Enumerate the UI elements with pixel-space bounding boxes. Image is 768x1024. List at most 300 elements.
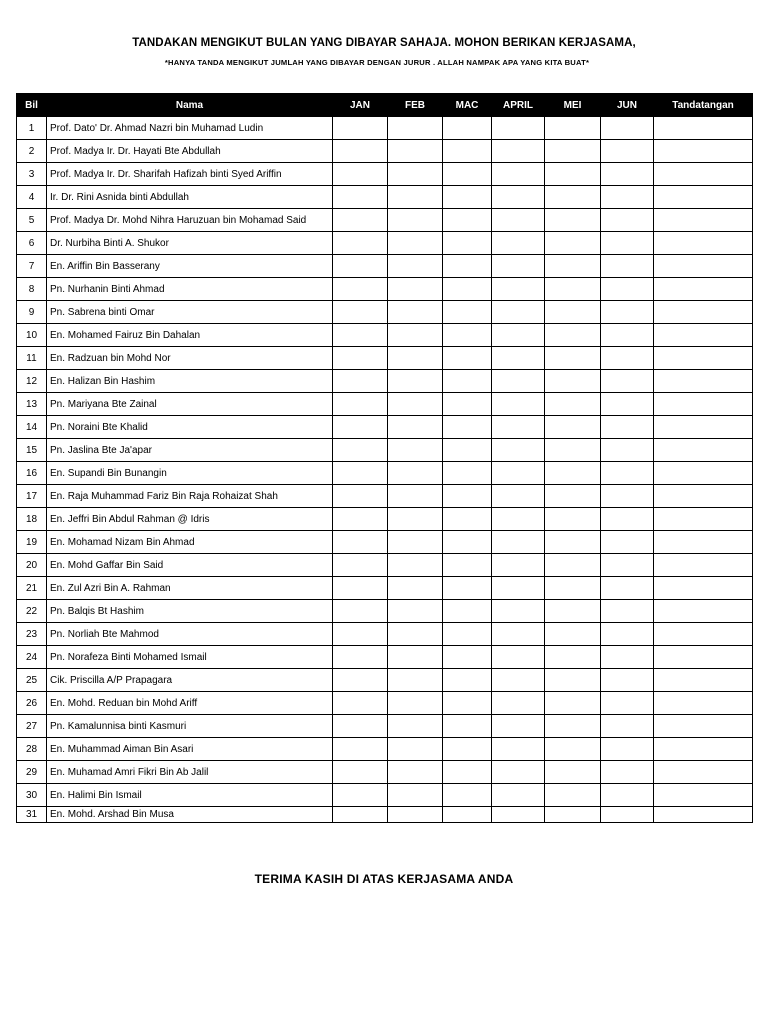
cell-jun[interactable] [601,416,654,439]
cell-mac[interactable] [443,738,492,761]
cell-april[interactable] [492,692,545,715]
cell-feb[interactable] [388,738,443,761]
row-number: 9 [17,301,47,324]
cell-tandatangan[interactable] [654,531,753,554]
cell-jan[interactable] [333,416,388,439]
cell-april[interactable] [492,439,545,462]
table-row [17,646,753,669]
cell-tandatangan[interactable] [654,416,753,439]
cell-jan[interactable] [333,255,388,278]
cell-mac[interactable] [443,600,492,623]
cell-april[interactable] [492,186,545,209]
cell-mac[interactable] [443,416,492,439]
table-row [17,485,753,508]
row-name: En. Jeffri Bin Abdul Rahman @ Idris [47,508,333,531]
row-number: 30 [17,784,47,807]
cell-april[interactable] [492,508,545,531]
column-header-mei: MEI [545,94,601,117]
cell-mei[interactable] [545,738,601,761]
cell-jun[interactable] [601,738,654,761]
cell-jan[interactable] [333,554,388,577]
cell-feb[interactable] [388,807,443,823]
cell-mac[interactable] [443,117,492,140]
cell-feb[interactable] [388,462,443,485]
row-number: 2 [17,140,47,163]
cell-april[interactable] [492,370,545,393]
table-row [17,324,753,347]
cell-april[interactable] [492,324,545,347]
row-number: 19 [17,531,47,554]
cell-jun[interactable] [601,462,654,485]
cell-mei[interactable] [545,784,601,807]
row-name: Pn. Norafeza Binti Mohamed Ismail [47,646,333,669]
table-row [17,393,753,416]
cell-jan[interactable] [333,232,388,255]
column-header-april: APRIL [492,94,545,117]
cell-tandatangan[interactable] [654,715,753,738]
cell-jun[interactable] [601,393,654,416]
cell-jun[interactable] [601,508,654,531]
cell-april[interactable] [492,140,545,163]
cell-feb[interactable] [388,761,443,784]
row-name: En. Radzuan bin Mohd Nor [47,347,333,370]
cell-feb[interactable] [388,393,443,416]
cell-tandatangan[interactable] [654,600,753,623]
cell-mei[interactable] [545,531,601,554]
cell-jun[interactable] [601,278,654,301]
row-number: 20 [17,554,47,577]
cell-feb[interactable] [388,370,443,393]
cell-jan[interactable] [333,692,388,715]
table-row [17,669,753,692]
row-number: 23 [17,623,47,646]
cell-april[interactable] [492,715,545,738]
cell-april[interactable] [492,531,545,554]
cell-feb[interactable] [388,531,443,554]
cell-jun[interactable] [601,347,654,370]
cell-april[interactable] [492,117,545,140]
cell-tandatangan[interactable] [654,807,753,823]
cell-april[interactable] [492,347,545,370]
cell-mei[interactable] [545,577,601,600]
cell-april[interactable] [492,301,545,324]
cell-jan[interactable] [333,508,388,531]
cell-mac[interactable] [443,324,492,347]
row-name: En. Muhammad Aiman Bin Asari [47,738,333,761]
cell-mac[interactable] [443,508,492,531]
cell-feb[interactable] [388,600,443,623]
row-number: 7 [17,255,47,278]
cell-mei[interactable] [545,255,601,278]
row-name: En. Halimi Bin Ismail [47,784,333,807]
row-name: Pn. Mariyana Bte Zainal [47,393,333,416]
cell-mac[interactable] [443,163,492,186]
cell-mei[interactable] [545,347,601,370]
row-number: 14 [17,416,47,439]
cell-tandatangan[interactable] [654,554,753,577]
cell-jun[interactable] [601,163,654,186]
cell-mei[interactable] [545,807,601,823]
cell-april[interactable] [492,485,545,508]
table-row [17,715,753,738]
cell-jan[interactable] [333,324,388,347]
cell-mac[interactable] [443,784,492,807]
cell-jan[interactable] [333,117,388,140]
footer-message: TERIMA KASIH DI ATAS KERJASAMA ANDA [254,872,514,886]
cell-feb[interactable] [388,324,443,347]
table-row [17,370,753,393]
row-name: Ir. Dr. Rini Asnida binti Abdullah [47,186,333,209]
cell-tandatangan[interactable] [654,439,753,462]
cell-mei[interactable] [545,232,601,255]
cell-mei[interactable] [545,140,601,163]
cell-mac[interactable] [443,715,492,738]
cell-april[interactable] [492,669,545,692]
cell-jan[interactable] [333,462,388,485]
cell-mei[interactable] [545,301,601,324]
cell-jun[interactable] [601,140,654,163]
cell-feb[interactable] [388,692,443,715]
row-name: Cik. Priscilla A/P Prapagara [47,669,333,692]
row-number: 25 [17,669,47,692]
cell-jan[interactable] [333,186,388,209]
cell-mac[interactable] [443,531,492,554]
column-header-jan: JAN [333,94,388,117]
cell-tandatangan[interactable] [654,393,753,416]
cell-mei[interactable] [545,278,601,301]
cell-april[interactable] [492,232,545,255]
cell-jun[interactable] [601,577,654,600]
cell-mac[interactable] [443,439,492,462]
cell-jan[interactable] [333,577,388,600]
cell-tandatangan[interactable] [654,232,753,255]
row-number: 17 [17,485,47,508]
cell-mei[interactable] [545,462,601,485]
cell-tandatangan[interactable] [654,117,753,140]
cell-jan[interactable] [333,301,388,324]
cell-april[interactable] [492,163,545,186]
row-name: En. Mohd Gaffar Bin Said [47,554,333,577]
cell-mac[interactable] [443,554,492,577]
cell-tandatangan[interactable] [654,140,753,163]
row-number: 26 [17,692,47,715]
cell-feb[interactable] [388,646,443,669]
cell-mac[interactable] [443,462,492,485]
cell-jun[interactable] [601,209,654,232]
cell-jun[interactable] [601,623,654,646]
cell-jan[interactable] [333,715,388,738]
row-name: En. Supandi Bin Bunangin [47,462,333,485]
table-row [17,140,753,163]
cell-jun[interactable] [601,554,654,577]
cell-feb[interactable] [388,715,443,738]
cell-jun[interactable] [601,301,654,324]
row-number: 29 [17,761,47,784]
cell-jun[interactable] [601,807,654,823]
cell-feb[interactable] [388,301,443,324]
cell-jan[interactable] [333,623,388,646]
cell-feb[interactable] [388,278,443,301]
cell-jun[interactable] [601,761,654,784]
row-number: 31 [17,807,47,823]
row-name: Pn. Nurhanin Binti Ahmad [47,278,333,301]
cell-feb[interactable] [388,140,443,163]
cell-tandatangan[interactable] [654,738,753,761]
cell-feb[interactable] [388,163,443,186]
cell-april[interactable] [492,393,545,416]
cell-mei[interactable] [545,600,601,623]
table-row [17,784,753,807]
cell-mac[interactable] [443,232,492,255]
cell-april[interactable] [492,807,545,823]
cell-feb[interactable] [388,669,443,692]
cell-mei[interactable] [545,485,601,508]
cell-jan[interactable] [333,669,388,692]
row-name: En. Muhamad Amri Fikri Bin Ab Jalil [47,761,333,784]
cell-mei[interactable] [545,761,601,784]
table-row [17,232,753,255]
cell-mac[interactable] [443,807,492,823]
cell-feb[interactable] [388,784,443,807]
cell-april[interactable] [492,738,545,761]
table-row [17,278,753,301]
cell-mei[interactable] [545,209,601,232]
cell-feb[interactable] [388,508,443,531]
cell-feb[interactable] [388,117,443,140]
row-name: Dr. Nurbiha Binti A. Shukor [47,232,333,255]
cell-april[interactable] [492,416,545,439]
cell-april[interactable] [492,554,545,577]
cell-april[interactable] [492,623,545,646]
cell-tandatangan[interactable] [654,255,753,278]
cell-mei[interactable] [545,324,601,347]
cell-mac[interactable] [443,646,492,669]
cell-mac[interactable] [443,186,492,209]
cell-jun[interactable] [601,600,654,623]
payment-table [16,93,753,823]
cell-jun[interactable] [601,692,654,715]
cell-mac[interactable] [443,347,492,370]
cell-mac[interactable] [443,669,492,692]
table-row [17,186,753,209]
cell-jan[interactable] [333,738,388,761]
table-row [17,623,753,646]
table-row [17,117,753,140]
row-number: 28 [17,738,47,761]
cell-tandatangan[interactable] [654,784,753,807]
cell-tandatangan[interactable] [654,324,753,347]
cell-mei[interactable] [545,508,601,531]
cell-tandatangan[interactable] [654,508,753,531]
cell-jun[interactable] [601,669,654,692]
cell-jan[interactable] [333,439,388,462]
row-name: En. Ariffin Bin Basserany [47,255,333,278]
cell-mei[interactable] [545,416,601,439]
cell-jan[interactable] [333,140,388,163]
cell-tandatangan[interactable] [654,692,753,715]
cell-april[interactable] [492,278,545,301]
row-name: En. Halizan Bin Hashim [47,370,333,393]
cell-jun[interactable] [601,439,654,462]
cell-feb[interactable] [388,577,443,600]
cell-mac[interactable] [443,255,492,278]
cell-jun[interactable] [601,232,654,255]
cell-jan[interactable] [333,646,388,669]
cell-mei[interactable] [545,669,601,692]
cell-jan[interactable] [333,761,388,784]
cell-feb[interactable] [388,623,443,646]
cell-april[interactable] [492,209,545,232]
cell-jan[interactable] [333,807,388,823]
cell-jun[interactable] [601,117,654,140]
cell-feb[interactable] [388,439,443,462]
cell-april[interactable] [492,462,545,485]
cell-jun[interactable] [601,255,654,278]
cell-mac[interactable] [443,278,492,301]
row-name: Pn. Balqis Bt Hashim [47,600,333,623]
cell-mac[interactable] [443,393,492,416]
cell-jun[interactable] [601,370,654,393]
page-title: TANDAKAN MENGIKUT BULAN YANG DIBAYAR SAHAJA. MOHON BERIKAN KERJASAMA, [132,37,636,49]
cell-jun[interactable] [601,531,654,554]
cell-mac[interactable] [443,209,492,232]
row-name: En. Mohamed Fairuz Bin Dahalan [47,324,333,347]
row-number: 8 [17,278,47,301]
cell-tandatangan[interactable] [654,761,753,784]
table-row [17,577,753,600]
cell-jan[interactable] [333,278,388,301]
cell-mei[interactable] [545,393,601,416]
cell-tandatangan[interactable] [654,646,753,669]
table-row [17,462,753,485]
cell-april[interactable] [492,255,545,278]
row-name: Prof. Madya Ir. Dr. Sharifah Hafizah binti Syed Ariffin [47,163,333,186]
page-subtitle: *HANYA TANDA MENGIKUT JUMLAH YANG DIBAYAR DENGAN JURUR . ALLAH NAMPAK APA YANG KITA BUAT* [164,58,590,67]
cell-tandatangan[interactable] [654,347,753,370]
cell-mei[interactable] [545,439,601,462]
column-header-bil: Bil [17,94,47,117]
cell-jan[interactable] [333,600,388,623]
row-number: 16 [17,462,47,485]
cell-mac[interactable] [443,692,492,715]
column-header-tandatangan: Tandatangan [654,94,753,117]
cell-mei[interactable] [545,370,601,393]
row-name: Pn. Kamalunnisa binti Kasmuri [47,715,333,738]
cell-jan[interactable] [333,209,388,232]
cell-jan[interactable] [333,163,388,186]
cell-tandatangan[interactable] [654,485,753,508]
table-row [17,416,753,439]
cell-april[interactable] [492,577,545,600]
cell-mac[interactable] [443,577,492,600]
cell-jan[interactable] [333,370,388,393]
cell-feb[interactable] [388,554,443,577]
cell-jan[interactable] [333,393,388,416]
row-number: 15 [17,439,47,462]
cell-tandatangan[interactable] [654,163,753,186]
table-row [17,600,753,623]
column-header-jun: JUN [601,94,654,117]
row-number: 4 [17,186,47,209]
cell-jun[interactable] [601,485,654,508]
cell-tandatangan[interactable] [654,623,753,646]
cell-jan[interactable] [333,784,388,807]
cell-mac[interactable] [443,140,492,163]
cell-mac[interactable] [443,761,492,784]
cell-tandatangan[interactable] [654,370,753,393]
cell-feb[interactable] [388,485,443,508]
cell-tandatangan[interactable] [654,301,753,324]
cell-april[interactable] [492,646,545,669]
row-number: 27 [17,715,47,738]
row-number: 1 [17,117,47,140]
row-number: 18 [17,508,47,531]
cell-feb[interactable] [388,209,443,232]
cell-feb[interactable] [388,232,443,255]
cell-tandatangan[interactable] [654,577,753,600]
column-header-mac: MAC [443,94,492,117]
cell-mei[interactable] [545,117,601,140]
cell-april[interactable] [492,761,545,784]
row-name: Pn. Sabrena binti Omar [47,301,333,324]
row-number: 13 [17,393,47,416]
table-row [17,347,753,370]
row-name: En. Raja Muhammad Fariz Bin Raja Rohaizat Shah [47,485,333,508]
cell-tandatangan[interactable] [654,186,753,209]
cell-jun[interactable] [601,646,654,669]
cell-jan[interactable] [333,531,388,554]
table-row [17,508,753,531]
cell-feb[interactable] [388,416,443,439]
row-name: Prof. Madya Ir. Dr. Hayati Bte Abdullah [47,140,333,163]
cell-april[interactable] [492,784,545,807]
cell-jun[interactable] [601,324,654,347]
cell-tandatangan[interactable] [654,669,753,692]
column-header-feb: FEB [388,94,443,117]
cell-jan[interactable] [333,485,388,508]
row-number: 5 [17,209,47,232]
cell-mei[interactable] [545,715,601,738]
cell-mei[interactable] [545,692,601,715]
cell-mac[interactable] [443,485,492,508]
cell-mei[interactable] [545,163,601,186]
cell-mei[interactable] [545,554,601,577]
cell-feb[interactable] [388,255,443,278]
table-row [17,807,753,823]
cell-jun[interactable] [601,784,654,807]
row-number: 3 [17,163,47,186]
row-number: 10 [17,324,47,347]
cell-feb[interactable] [388,186,443,209]
cell-mei[interactable] [545,186,601,209]
cell-mac[interactable] [443,623,492,646]
cell-april[interactable] [492,600,545,623]
cell-tandatangan[interactable] [654,209,753,232]
cell-mei[interactable] [545,623,601,646]
cell-tandatangan[interactable] [654,462,753,485]
table-row [17,531,753,554]
cell-mac[interactable] [443,370,492,393]
table-row [17,738,753,761]
cell-mei[interactable] [545,646,601,669]
cell-jun[interactable] [601,715,654,738]
cell-jun[interactable] [601,186,654,209]
cell-mac[interactable] [443,301,492,324]
cell-jan[interactable] [333,347,388,370]
row-name: Pn. Norliah Bte Mahmod [47,623,333,646]
cell-tandatangan[interactable] [654,278,753,301]
cell-feb[interactable] [388,347,443,370]
